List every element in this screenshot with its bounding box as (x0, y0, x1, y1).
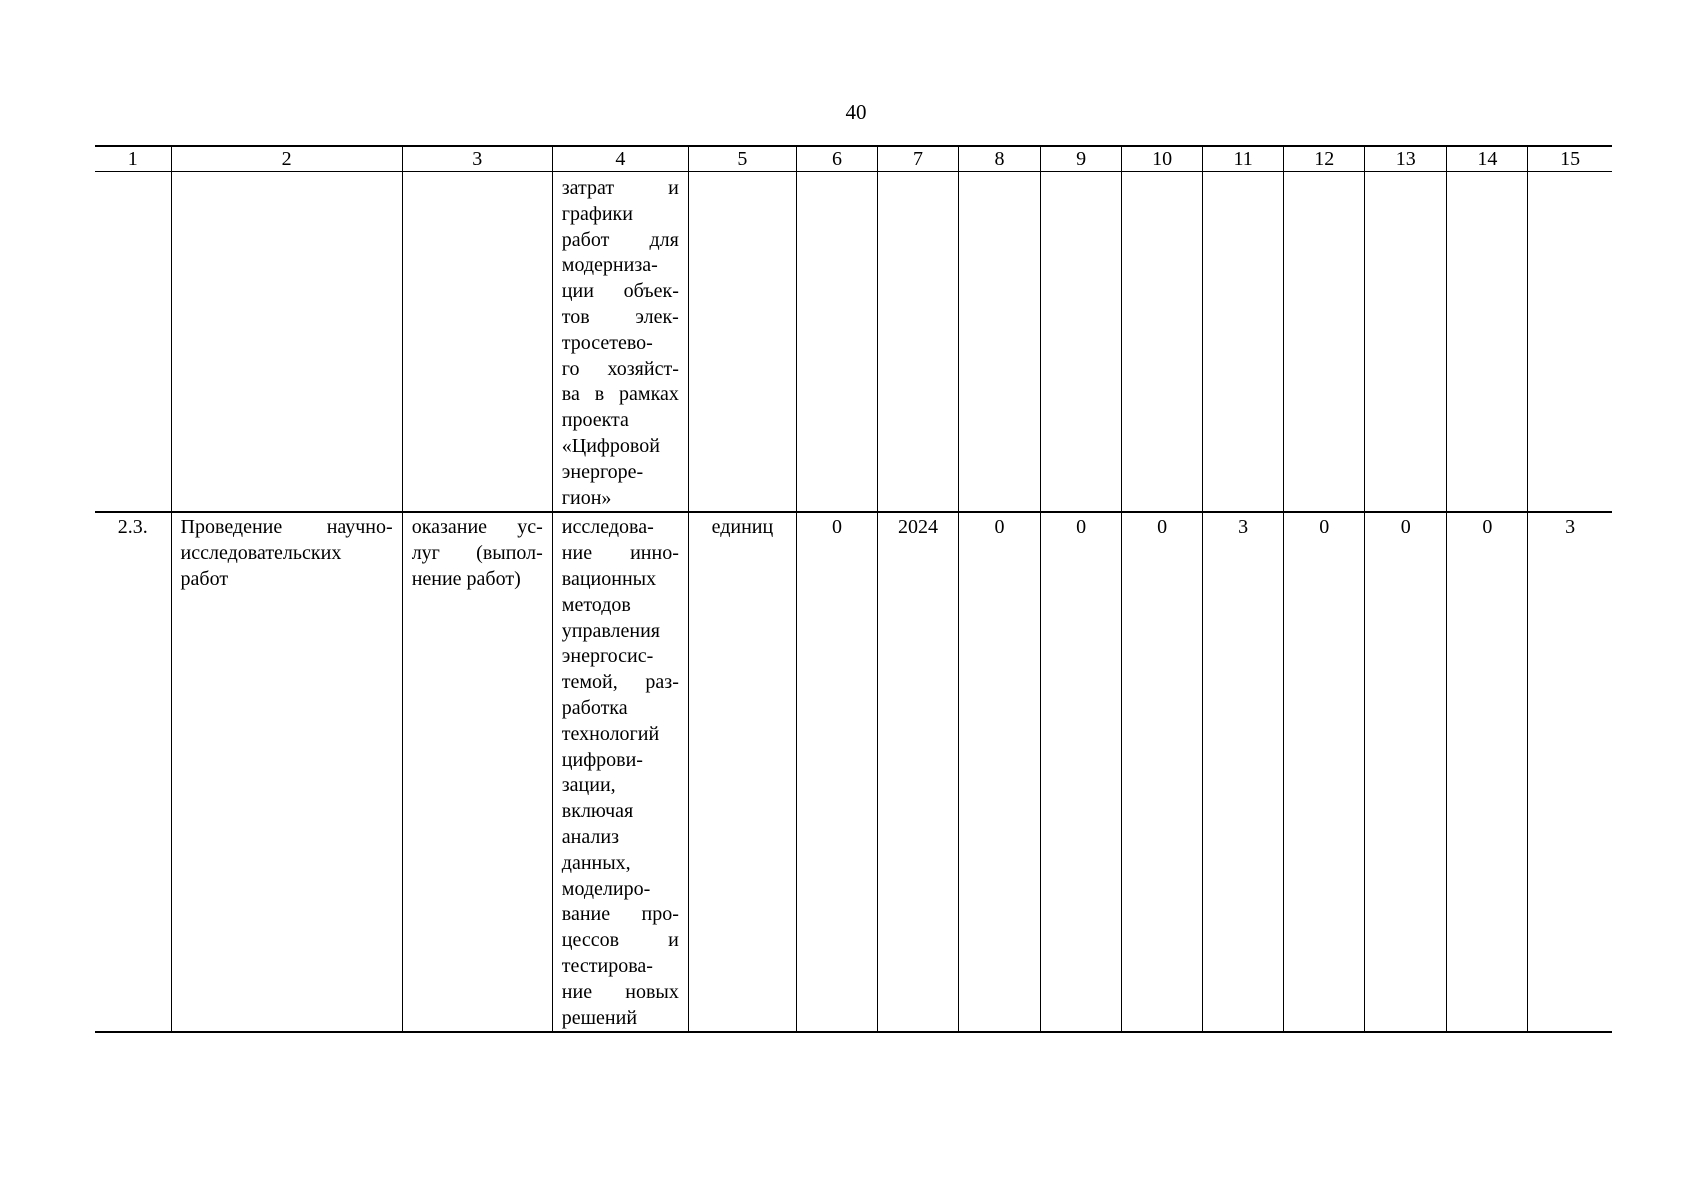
text-line: работ для (561, 228, 679, 251)
text-line: исследовательских (180, 542, 342, 565)
text-line: графики (561, 202, 633, 225)
text-line: модерниза- (561, 254, 658, 277)
header-cell: 12 (1284, 146, 1365, 172)
text-line: технологий (561, 722, 660, 745)
text-line: затрат и (561, 177, 679, 199)
value-cell-9: 0 (1041, 512, 1122, 1032)
header-cell: 13 (1365, 146, 1447, 172)
table-cell (1122, 172, 1203, 513)
header-cell: 14 (1447, 146, 1528, 172)
table-cell (688, 172, 796, 513)
table-cell (402, 172, 552, 513)
text-line: зации, (561, 774, 616, 797)
text-line: моделиро- (561, 877, 651, 900)
table-cell (1284, 172, 1365, 513)
text-line: работ (180, 567, 229, 590)
table-cell (171, 172, 402, 513)
text-line: ние инно- (561, 542, 679, 565)
text-line: нение работ) (411, 567, 521, 590)
value-cell-15: 3 (1528, 512, 1612, 1032)
text-line: ва в рамках (561, 383, 679, 406)
text-line: энергоре- (561, 460, 644, 483)
text-line: анализ (561, 825, 619, 848)
description-cell (552, 172, 688, 513)
row-number-cell: 2.3. (95, 512, 171, 1032)
header-cell: 2 (171, 146, 402, 172)
value-cell-6: 0 (796, 512, 877, 1032)
value-cell-11: 3 (1203, 512, 1284, 1032)
unit-cell: единиц (688, 512, 796, 1032)
header-cell: 11 (1203, 146, 1284, 172)
header-cell: 4 (552, 146, 688, 172)
text-line: методов (561, 593, 631, 616)
text-line: проекта (561, 409, 629, 432)
text-line: решений (561, 1006, 638, 1029)
text-line: оказание ус- (411, 516, 543, 539)
table-cell (1365, 172, 1447, 513)
table-row-continuation (95, 172, 1612, 513)
table-cell (1041, 172, 1122, 513)
value-cell-12: 0 (1284, 512, 1365, 1032)
text-line: ции объек- (561, 280, 679, 303)
text-line: цессов и (561, 929, 679, 952)
text-line: гион» (561, 486, 612, 509)
text-line: управления (561, 619, 661, 642)
header-cell: 10 (1122, 146, 1203, 172)
table-cell (95, 172, 171, 513)
header-cell: 9 (1041, 146, 1122, 172)
text-line: го хозяйст- (561, 357, 679, 380)
value-cell-14: 0 (1447, 512, 1528, 1032)
table-cell (959, 172, 1041, 513)
text-line: Проведение научно- (180, 516, 393, 539)
table-cell (1447, 172, 1528, 513)
table-cell (796, 172, 877, 513)
text-line: тов элек- (561, 305, 679, 328)
header-cell: 15 (1528, 146, 1612, 172)
type-cell (402, 512, 552, 1032)
text-line: тестирова- (561, 954, 653, 977)
header-cell: 1 (95, 146, 171, 172)
header-cell: 3 (402, 146, 552, 172)
data-table (95, 145, 1612, 1033)
header-cell: 6 (796, 146, 877, 172)
header-cell: 7 (877, 146, 958, 172)
page-number: 40 (845, 100, 867, 124)
text-line: тросетево- (561, 331, 653, 354)
text-line: вационных (561, 567, 657, 590)
text-line: работка (561, 696, 628, 719)
header-row (95, 146, 1612, 172)
table-cell (1203, 172, 1284, 513)
header-cell: 8 (959, 146, 1041, 172)
text-line: цифрови- (561, 748, 643, 771)
value-cell-8: 0 (959, 512, 1041, 1032)
table-cell (877, 172, 958, 513)
name-cell (171, 512, 402, 1032)
text-line: данных, (561, 851, 631, 874)
text-line: вание про- (561, 903, 679, 926)
value-cell-7: 2024 (877, 512, 958, 1032)
text-line: включая (561, 800, 634, 823)
text-line: энергосис- (561, 645, 654, 668)
text-line: «Цифровой (561, 434, 660, 457)
table-row-2-3 (95, 512, 1612, 1032)
table-cell (1528, 172, 1612, 513)
value-cell-13: 0 (1365, 512, 1447, 1032)
description-cell (552, 512, 688, 1032)
text-line: ние новых (561, 980, 679, 1003)
text-line: темой, раз- (561, 671, 679, 694)
value-cell-10: 0 (1122, 512, 1203, 1032)
text-line: исследова- (561, 516, 654, 539)
header-cell: 5 (688, 146, 796, 172)
text-line: луг (выпол- (411, 542, 543, 565)
